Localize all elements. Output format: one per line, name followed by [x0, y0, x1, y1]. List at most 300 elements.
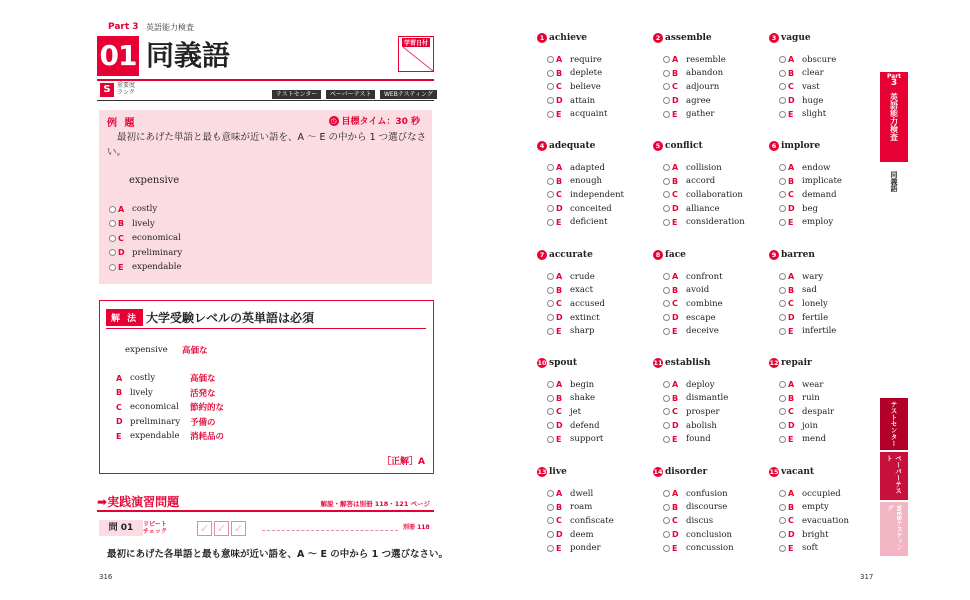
solution-title: 大学受験レベルの英単語は必須	[146, 311, 315, 325]
radio-icon[interactable]	[779, 164, 786, 171]
radio-icon[interactable]	[547, 531, 554, 538]
question-heading	[769, 140, 881, 152]
radio-icon[interactable]	[779, 531, 786, 538]
option-text: escape	[686, 312, 716, 323]
repeat-checkbox[interactable]: ✓	[214, 521, 229, 536]
answer-option[interactable]	[547, 215, 649, 229]
page-number-left: 316	[99, 573, 113, 581]
option-letter: B	[788, 285, 795, 295]
option-letter: C	[788, 82, 794, 92]
option-text: mend	[802, 434, 827, 445]
radio-icon[interactable]	[663, 504, 670, 511]
radio-icon[interactable]	[663, 97, 670, 104]
option-letter: A	[672, 489, 679, 499]
answer-option[interactable]	[663, 80, 765, 94]
question-item	[769, 357, 881, 446]
option-text: vast	[802, 81, 820, 92]
radio-icon[interactable]	[663, 164, 670, 171]
radio-icon[interactable]	[547, 164, 554, 171]
answer-option[interactable]	[547, 67, 649, 81]
option-text: occupied	[802, 488, 841, 499]
radio-icon[interactable]	[779, 56, 786, 63]
radio-icon[interactable]	[663, 83, 670, 90]
question-heading	[537, 249, 649, 261]
side-tab-part-title: 英語能力検査	[880, 90, 908, 162]
option-text: gather	[686, 109, 715, 120]
radio-icon[interactable]	[779, 408, 786, 415]
question-item	[537, 357, 649, 446]
answer-option[interactable]	[547, 53, 649, 67]
option-letter: E	[556, 543, 562, 553]
option-letter: E	[556, 109, 562, 119]
answer-option[interactable]	[547, 501, 649, 515]
question-number: 15	[769, 468, 779, 476]
radio-icon[interactable]	[547, 273, 554, 280]
answer-option[interactable]	[547, 392, 649, 406]
answer-option[interactable]	[663, 378, 765, 392]
option-letter: C	[788, 407, 794, 417]
study-date-label: 学習日付	[404, 40, 429, 47]
question-number: 4	[537, 141, 547, 151]
example-word: expensive	[129, 175, 180, 186]
option-text: begin	[570, 379, 595, 390]
option-text: exact	[570, 285, 594, 296]
option-text: abolish	[686, 420, 717, 431]
answer-option[interactable]	[547, 487, 649, 501]
radio-icon[interactable]	[109, 249, 116, 256]
option-letter: A	[672, 380, 679, 390]
question-word: live	[549, 467, 567, 477]
option-text: resemble	[686, 54, 726, 65]
answer-option[interactable]	[547, 432, 649, 446]
option-letter: D	[672, 96, 679, 106]
option-letter: B	[788, 68, 795, 78]
option-text: obscure	[802, 54, 837, 65]
question-item	[537, 466, 649, 555]
option-text: soft	[802, 543, 819, 554]
option-text: huge	[802, 95, 824, 106]
option-letter: D	[556, 204, 563, 214]
radio-icon[interactable]	[547, 504, 554, 511]
radio-icon[interactable]	[547, 422, 554, 429]
option-letter: E	[788, 217, 794, 227]
option-letter: A	[556, 272, 563, 282]
radio-icon[interactable]	[779, 178, 786, 185]
answer-option[interactable]	[547, 514, 649, 528]
radio-icon[interactable]	[109, 264, 116, 271]
side-tab-test-center[interactable]: テストセンター	[880, 398, 908, 450]
question-number: 10	[537, 359, 547, 367]
radio-icon[interactable]	[663, 328, 670, 335]
option-text: prosper	[686, 406, 720, 417]
radio-icon[interactable]	[663, 436, 670, 443]
question-item	[653, 357, 765, 446]
answer-option[interactable]	[779, 501, 881, 515]
tag-test-center: テストセンター	[272, 90, 321, 99]
question-number: 3	[769, 33, 779, 43]
option-letter: A	[788, 489, 795, 499]
option-text: dwell	[570, 488, 594, 499]
option-text: sad	[802, 285, 817, 296]
answer-option[interactable]	[663, 161, 765, 175]
example-options	[109, 202, 182, 275]
example-option[interactable]: D preliminary	[109, 246, 182, 261]
solution-word-meaning: 高価な	[182, 346, 208, 356]
radio-icon[interactable]	[779, 70, 786, 77]
option-text: deplete	[570, 68, 603, 79]
option-letter: A	[788, 55, 795, 65]
answer-option[interactable]	[779, 94, 881, 108]
answer-option[interactable]	[547, 175, 649, 189]
answer-option[interactable]	[663, 514, 765, 528]
option-text: consideration	[686, 217, 745, 228]
radio-icon[interactable]	[663, 531, 670, 538]
answer-option[interactable]	[779, 324, 881, 338]
answer-option[interactable]	[779, 392, 881, 406]
radio-icon[interactable]	[547, 205, 554, 212]
answer-option[interactable]	[663, 94, 765, 108]
question-number: 5	[653, 141, 663, 151]
tag-web-testing: WEBテスティング	[380, 90, 437, 99]
radio-icon[interactable]	[547, 395, 554, 402]
answer-option[interactable]	[779, 378, 881, 392]
option-letter: E	[672, 109, 678, 119]
study-date-box	[398, 36, 434, 72]
option-letter: B	[556, 393, 563, 403]
radio-icon[interactable]	[663, 300, 670, 307]
option-text: despair	[802, 406, 835, 417]
answer-option[interactable]	[547, 161, 649, 175]
answer-option[interactable]	[779, 188, 881, 202]
option-letter: B	[788, 176, 795, 186]
option-letter: E	[788, 543, 794, 553]
answer-option[interactable]	[779, 311, 881, 325]
answer-option[interactable]	[663, 175, 765, 189]
option-text: discourse	[686, 502, 728, 513]
radio-icon[interactable]	[547, 56, 554, 63]
radio-icon[interactable]	[547, 178, 554, 185]
radio-icon[interactable]	[547, 287, 554, 294]
option-text: conclusion	[686, 529, 732, 540]
radio-icon[interactable]	[663, 395, 670, 402]
answer-option[interactable]	[663, 284, 765, 298]
part-subtitle: 英語能力検査	[146, 23, 194, 32]
answer-option[interactable]	[663, 215, 765, 229]
option-text: conceited	[570, 203, 612, 214]
question-word: vacant	[781, 467, 815, 477]
radio-icon[interactable]	[547, 300, 554, 307]
option-letter: B	[672, 176, 679, 186]
radio-icon[interactable]	[663, 273, 670, 280]
option-text: sharp	[570, 326, 595, 337]
radio-icon[interactable]	[779, 219, 786, 226]
radio-icon[interactable]	[779, 273, 786, 280]
practice-reference: 解説・解答は別冊 118・121 ページ	[320, 500, 430, 508]
question-number: 9	[769, 250, 779, 260]
radio-icon[interactable]	[779, 490, 786, 497]
radio-icon[interactable]	[663, 408, 670, 415]
repeat-checkbox[interactable]: ✓	[197, 521, 212, 536]
answer-option[interactable]	[663, 528, 765, 542]
radio-icon[interactable]	[779, 422, 786, 429]
option-letter: D	[672, 421, 679, 431]
radio-icon[interactable]	[547, 381, 554, 388]
example-option[interactable]: B lively	[109, 217, 182, 232]
radio-icon[interactable]	[779, 517, 786, 524]
radio-icon[interactable]	[547, 545, 554, 552]
radio-icon[interactable]	[663, 287, 670, 294]
option-letter: A	[672, 55, 679, 65]
answer-option[interactable]	[663, 419, 765, 433]
option-letter: B	[672, 502, 679, 512]
answer-option[interactable]	[663, 188, 765, 202]
solution-row: A costly 高価な	[116, 373, 216, 385]
question-number: 1	[537, 33, 547, 43]
answer-option[interactable]	[663, 107, 765, 121]
option-text: evacuation	[802, 515, 849, 526]
answer-option[interactable]	[547, 311, 649, 325]
answer-option[interactable]	[547, 378, 649, 392]
answer-option[interactable]	[547, 202, 649, 216]
radio-icon[interactable]	[663, 422, 670, 429]
radio-icon[interactable]	[663, 56, 670, 63]
radio-icon[interactable]	[663, 70, 670, 77]
example-option[interactable]: E expendable	[109, 260, 182, 275]
question-heading	[653, 32, 765, 44]
example-option[interactable]: A costly	[109, 202, 182, 217]
answer-option[interactable]	[779, 405, 881, 419]
question-number: 6	[769, 141, 779, 151]
option-text: independent	[570, 189, 624, 200]
question-heading	[769, 466, 881, 478]
question-word: repair	[781, 358, 812, 368]
answer-option[interactable]	[547, 107, 649, 121]
radio-icon[interactable]	[779, 97, 786, 104]
option-letter: C	[788, 299, 794, 309]
answer-option[interactable]	[663, 53, 765, 67]
radio-icon[interactable]	[547, 490, 554, 497]
radio-icon[interactable]	[779, 328, 786, 335]
option-text: defend	[570, 420, 600, 431]
answer-option[interactable]	[663, 487, 765, 501]
answer-option[interactable]	[663, 324, 765, 338]
option-text: infertile	[802, 326, 837, 337]
option-letter: E	[788, 434, 794, 444]
answer-option[interactable]	[547, 94, 649, 108]
radio-icon[interactable]	[547, 314, 554, 321]
radio-icon[interactable]	[547, 83, 554, 90]
radio-icon[interactable]	[663, 178, 670, 185]
option-text: implicate	[802, 176, 842, 187]
answer-option[interactable]	[779, 528, 881, 542]
radio-icon[interactable]	[547, 70, 554, 77]
radio-icon[interactable]	[663, 111, 670, 118]
answer-option[interactable]	[779, 432, 881, 446]
answer-option[interactable]	[663, 311, 765, 325]
radio-icon[interactable]	[779, 300, 786, 307]
radio-icon[interactable]	[779, 381, 786, 388]
radio-icon[interactable]	[663, 545, 670, 552]
option-letter: A	[672, 163, 679, 173]
option-letter: B	[788, 502, 795, 512]
option-letter: E	[672, 434, 678, 444]
radio-icon[interactable]	[663, 314, 670, 321]
option-text: endow	[802, 162, 831, 173]
radio-icon[interactable]	[779, 314, 786, 321]
answer-option[interactable]	[779, 270, 881, 284]
answer-option[interactable]	[663, 541, 765, 555]
answer-option[interactable]	[547, 270, 649, 284]
answer-option[interactable]	[663, 67, 765, 81]
radio-icon[interactable]	[663, 205, 670, 212]
answer-option[interactable]	[779, 175, 881, 189]
rank-badge: S	[100, 83, 114, 97]
radio-icon[interactable]	[779, 504, 786, 511]
solution-heading: 解 法	[106, 309, 143, 326]
radio-icon[interactable]	[109, 235, 116, 242]
radio-icon[interactable]	[779, 436, 786, 443]
option-letter: D	[788, 96, 795, 106]
option-text: agree	[686, 95, 711, 106]
option-text: deceive	[686, 326, 719, 337]
practice-title: ➡実践演習問題	[97, 495, 180, 509]
radio-icon[interactable]	[779, 287, 786, 294]
radio-icon[interactable]	[663, 191, 670, 198]
answer-option[interactable]	[779, 487, 881, 501]
question-number: 13	[537, 468, 547, 476]
option-text: employ	[802, 217, 834, 228]
solution-list	[116, 371, 224, 444]
answer-option[interactable]	[547, 419, 649, 433]
part-label: Part 3	[108, 22, 139, 32]
question-heading	[653, 249, 765, 261]
answer-option[interactable]	[547, 405, 649, 419]
example-option[interactable]: C economical	[109, 231, 182, 246]
answer-option[interactable]	[663, 202, 765, 216]
option-text: accused	[570, 298, 605, 309]
option-text: wear	[802, 379, 824, 390]
answer-option[interactable]	[779, 53, 881, 67]
answer-option[interactable]	[547, 324, 649, 338]
radio-icon[interactable]	[547, 436, 554, 443]
option-text: dismantle	[686, 393, 729, 404]
radio-icon[interactable]	[663, 219, 670, 226]
answer-option[interactable]	[779, 419, 881, 433]
radio-icon[interactable]	[547, 111, 554, 118]
radio-icon[interactable]	[663, 490, 670, 497]
radio-icon[interactable]	[547, 408, 554, 415]
answer-option[interactable]	[663, 432, 765, 446]
answer-option[interactable]	[663, 270, 765, 284]
answer-option[interactable]	[663, 501, 765, 515]
side-tab-paper-test[interactable]: ペーパーテスト	[880, 452, 908, 500]
question-heading	[537, 140, 649, 152]
repeat-checkbox[interactable]: ✓	[231, 521, 246, 536]
answer-option[interactable]	[779, 107, 881, 121]
question-word: implore	[781, 141, 821, 151]
solution-rule	[106, 328, 426, 329]
answer-option[interactable]	[663, 392, 765, 406]
answer-option[interactable]	[547, 188, 649, 202]
option-letter: B	[672, 68, 679, 78]
question-heading	[769, 249, 881, 261]
answer-option[interactable]	[779, 202, 881, 216]
radio-icon[interactable]	[547, 517, 554, 524]
radio-icon[interactable]	[663, 517, 670, 524]
option-text: join	[802, 420, 818, 431]
radio-icon[interactable]	[779, 111, 786, 118]
answer-option[interactable]	[547, 80, 649, 94]
answer-option[interactable]	[547, 541, 649, 555]
question-word: barren	[781, 250, 815, 260]
practice-rule	[97, 510, 434, 512]
radio-icon[interactable]	[109, 220, 116, 227]
option-text: ponder	[570, 543, 601, 554]
side-tab-section: 同義語	[880, 168, 908, 208]
solution-row: B lively 活発な	[116, 387, 216, 399]
answer-option[interactable]	[779, 161, 881, 175]
answer-option[interactable]	[779, 215, 881, 229]
option-letter: D	[556, 421, 563, 431]
answer-option[interactable]	[547, 528, 649, 542]
radio-icon[interactable]	[779, 395, 786, 402]
option-letter: A	[672, 272, 679, 282]
option-letter: A	[788, 163, 795, 173]
answer-option[interactable]	[779, 541, 881, 555]
radio-icon[interactable]	[547, 219, 554, 226]
question-heading	[537, 32, 649, 44]
option-letter: A	[788, 272, 795, 282]
radio-icon[interactable]	[109, 206, 116, 213]
question-word: adequate	[549, 141, 596, 151]
radio-icon[interactable]	[779, 205, 786, 212]
question-item	[537, 140, 649, 229]
answer-option[interactable]	[779, 297, 881, 311]
radio-icon[interactable]	[779, 545, 786, 552]
radio-icon[interactable]	[547, 191, 554, 198]
radio-icon[interactable]	[779, 191, 786, 198]
question-item	[769, 466, 881, 555]
side-tab-web-testing[interactable]: WEBテスティング	[880, 502, 908, 556]
example-heading: 例 題	[107, 118, 137, 129]
option-letter: B	[556, 502, 563, 512]
answer-option[interactable]	[779, 67, 881, 81]
answer-option[interactable]	[547, 284, 649, 298]
answer-option[interactable]	[779, 514, 881, 528]
radio-icon[interactable]	[779, 83, 786, 90]
option-text: confront	[686, 271, 723, 282]
answer-option[interactable]	[663, 297, 765, 311]
answer-option[interactable]	[663, 405, 765, 419]
option-letter: D	[672, 204, 679, 214]
answer-option[interactable]	[779, 80, 881, 94]
question-item	[653, 466, 765, 555]
option-letter: C	[556, 407, 562, 417]
option-letter: C	[556, 82, 562, 92]
practice-header	[97, 493, 434, 511]
question-word: assemble	[665, 33, 712, 43]
option-letter: D	[788, 421, 795, 431]
option-letter: D	[788, 313, 795, 323]
radio-icon[interactable]	[663, 381, 670, 388]
question-heading	[653, 357, 765, 369]
answer-option[interactable]	[547, 297, 649, 311]
question-item	[769, 32, 881, 121]
option-text: extinct	[570, 312, 600, 323]
answer-option[interactable]	[779, 284, 881, 298]
radio-icon[interactable]	[547, 328, 554, 335]
radio-icon[interactable]	[547, 97, 554, 104]
